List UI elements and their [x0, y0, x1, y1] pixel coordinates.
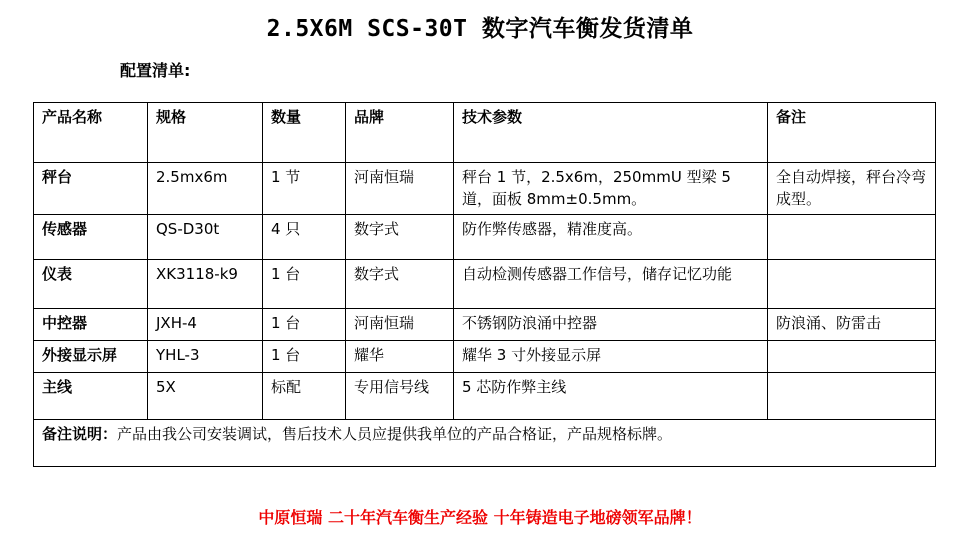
page-title: 2.5X6M SCS-30T 数字汽车衡发货清单: [266, 16, 694, 42]
cell-brand: 数字式: [346, 260, 454, 309]
cell-brand: 河南恒瑞: [346, 309, 454, 341]
table-footer-row: [34, 420, 936, 467]
cell-brand: 耀华: [346, 341, 454, 373]
config-list-label: 配置清单:: [120, 61, 191, 80]
footer-note-label: 备注说明：: [42, 425, 118, 443]
col-header-remarks: 备注: [768, 103, 936, 163]
cell-remarks: [768, 215, 936, 260]
cell-product-name: 秤台: [34, 163, 148, 215]
cell-quantity: 4 只: [263, 215, 346, 260]
cell-remarks: [768, 373, 936, 420]
table-row-main-cable: [34, 373, 936, 420]
cell-brand: 河南恒瑞: [346, 163, 454, 215]
cell-quantity: 1 台: [263, 341, 346, 373]
cell-remarks: [768, 341, 936, 373]
col-header-tech-params: 技术参数: [454, 103, 768, 163]
table-row-sensor: [34, 215, 936, 260]
cell-tech-params: 5 芯防作弊主线: [454, 373, 768, 420]
table-row-indicator: [34, 260, 936, 309]
col-header-quantity: 数量: [263, 103, 346, 163]
cell-brand: 数字式: [346, 215, 454, 260]
table-header-row: [34, 103, 936, 163]
cell-spec: YHL-3: [148, 341, 263, 373]
cell-quantity: 标配: [263, 373, 346, 420]
table-row-control-box: [34, 309, 936, 341]
cell-spec: 2.5mx6m: [148, 163, 263, 215]
cell-tech-params: 防作弊传感器，精准度高。: [454, 215, 768, 260]
table-row-external-display: [34, 341, 936, 373]
cell-quantity: 1 台: [263, 260, 346, 309]
cell-tech-params: 耀华 3 寸外接显示屏: [454, 341, 768, 373]
cell-spec: JXH-4: [148, 309, 263, 341]
spec-table: [33, 102, 936, 467]
cell-product-name: 外接显示屏: [34, 341, 148, 373]
cell-brand: 专用信号线: [346, 373, 454, 420]
cell-quantity: 1 节: [263, 163, 346, 215]
col-header-brand: 品牌: [346, 103, 454, 163]
footer-note-cell: [34, 420, 936, 467]
cell-spec: QS-D30t: [148, 215, 263, 260]
cell-remarks: 全自动焊接，秤台冷弯成型。: [768, 163, 936, 215]
cell-product-name: 主线: [34, 373, 148, 420]
cell-tech-params: 不锈钢防浪涌中控器: [454, 309, 768, 341]
brand-slogan: 中原恒瑞 二十年汽车衡生产经验 十年铸造电子地磅领军品牌！: [258, 508, 702, 527]
cell-product-name: 仪表: [34, 260, 148, 309]
cell-spec: XK3118-k9: [148, 260, 263, 309]
table-row-scale-platform: [34, 163, 936, 215]
cell-product-name: 传感器: [34, 215, 148, 260]
cell-spec: 5X: [148, 373, 263, 420]
cell-remarks: [768, 260, 936, 309]
cell-product-name: 中控器: [34, 309, 148, 341]
footer-note-text: 产品由我公司安装调试，售后技术人员应提供我单位的产品合格证，产品规格标牌。: [117, 425, 673, 443]
cell-tech-params: 秤台 1 节，2.5x6m，250mmU 型梁 5 道，面板 8mm±0.5mm。: [454, 163, 768, 215]
cell-tech-params: 自动检测传感器工作信号，储存记忆功能: [454, 260, 768, 309]
col-header-spec: 规格: [148, 103, 263, 163]
col-header-product-name: 产品名称: [34, 103, 148, 163]
cell-remarks: 防浪涌、防雷击: [768, 309, 936, 341]
cell-quantity: 1 台: [263, 309, 346, 341]
